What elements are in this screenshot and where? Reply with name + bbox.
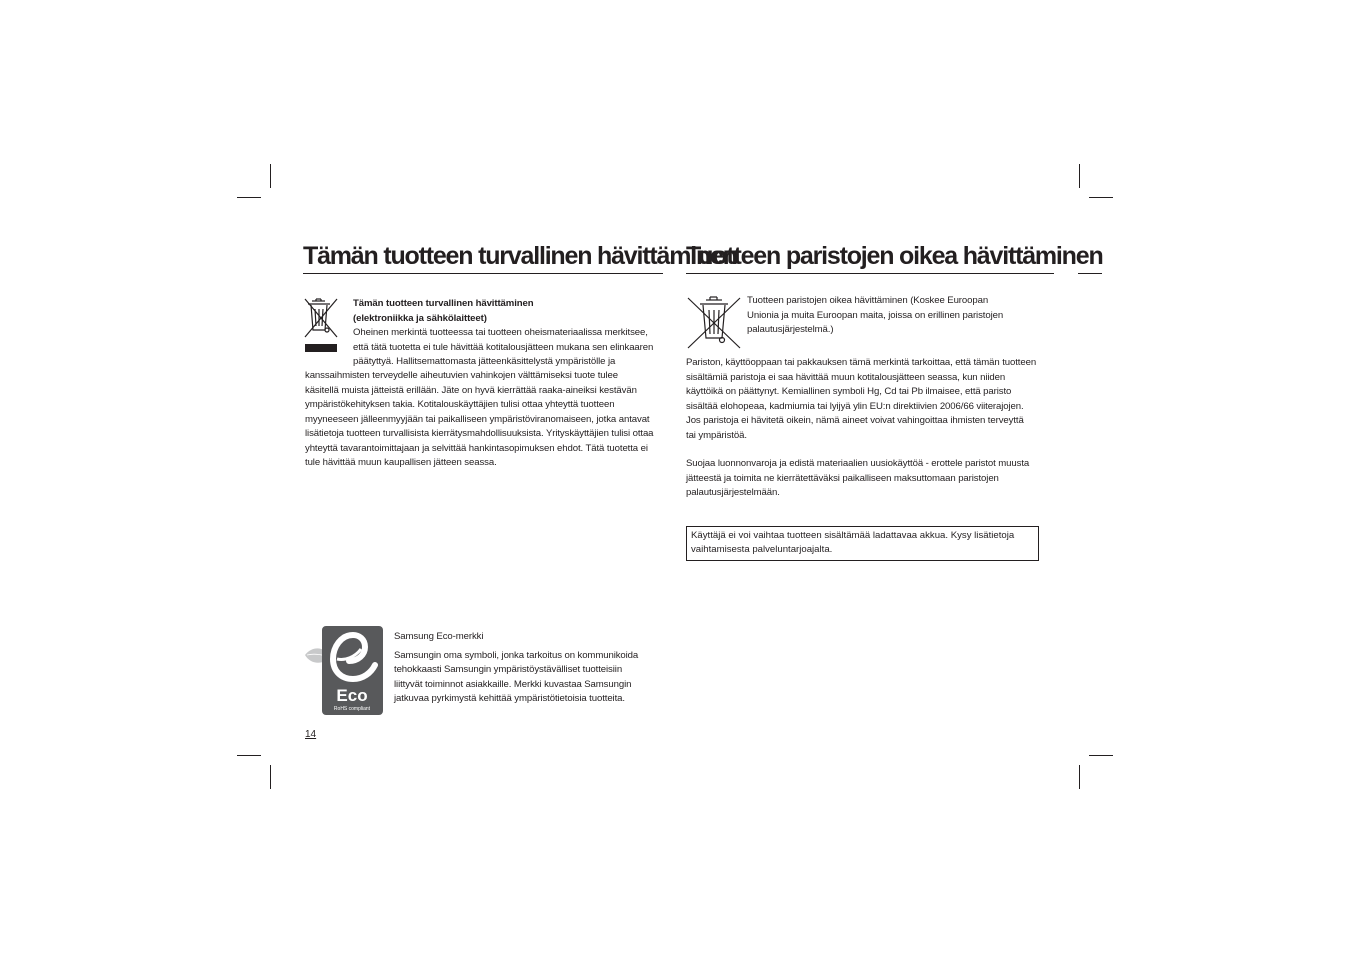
right-heading: Tuotteen paristojen oikea hävittäminen — [686, 242, 1103, 270]
text-line: Tuotteen paristojen oikea hävittäminen (Koskee Euroopan — [747, 295, 989, 306]
right-heading-rule — [686, 273, 1054, 274]
text-line: sisältää elohopeaa, kadmiumia tai lyijyä ylin EU:n direktiivien 2006/66 viiterajojen. — [686, 400, 1024, 412]
left-subtitle-2: (elektroniikka ja sähkölaitteet) — [353, 312, 487, 324]
crop-mark — [237, 197, 261, 198]
text-line: liittyvät toiminnot asiakkaille. Merkki kuvastaa Samsungin — [394, 678, 632, 690]
text-line: Pariston, käyttöoppaan tai pakkauksen tämä merkintä tarkoittaa, että tämän tuotteen — [686, 357, 1037, 368]
text-line: palautusjärjestelmään. — [686, 487, 780, 498]
text-line: Käyttäjä ei voi vaihtaa tuotteen sisältämää ladattavaa akkua. Kysy lisätietoja — [691, 530, 1015, 541]
right-paragraph-1 — [686, 356, 1054, 443]
text-line: ympäristökehityksen takia. Kotitalouskäyttäjien tulisi ottaa yhteyttä tuotteen — [305, 399, 615, 410]
crop-mark — [1079, 765, 1080, 789]
text-line: käsitellä muista jätteistä erillään. Jäte on hyvä kierrättää raaka-aineiksi kestävän — [305, 384, 637, 396]
text-line: palautusjärjestelmä.) — [747, 324, 834, 335]
text-line: myyneeseen jälleenmyyjään tai paikalliseen ympäristöviranomaiseen, jotka antavat — [305, 413, 650, 425]
left-heading: Tämän tuotteen turvallinen hävittäminen — [303, 242, 737, 270]
text-line: Oheinen merkintä tuotteessa tai tuotteen oheismateriaalissa merkitsee, — [353, 327, 648, 338]
text-line: tehokkaasti Samsungin ympäristöystävälliset tuotteisiin — [394, 664, 623, 675]
text-line: että tätä tuotetta ei tule hävittää kotitalousjätteen mukana sen elinkaaren — [353, 341, 654, 353]
battery-notice-box — [686, 526, 1039, 561]
text-line: Jos paristoja ei hävitetä oikein, nämä aineet voivat vahingoittaa ihmisten terveyttä — [686, 415, 1024, 426]
text-line: sisältämiä paristoja ei saa hävittää muun kotitalousjätteen seassa, kun niiden — [686, 371, 1006, 383]
page-number: 14 — [305, 729, 317, 740]
text-line: Suojaa luonnonvaroja ja edistä materiaalien uusiokäyttöä - erottele paristot muusta — [686, 458, 1030, 469]
crop-mark — [1078, 273, 1102, 274]
crop-mark — [1079, 164, 1080, 188]
text-line: tai ympäristöä. — [686, 429, 747, 441]
crop-mark — [1089, 755, 1113, 756]
left-body-continued — [305, 369, 665, 471]
eco-logo-word: Eco — [336, 686, 368, 705]
text-line: Samsungin oma symboli, jonka tarkoitus on kommunikoida — [394, 649, 639, 661]
crop-mark — [237, 755, 261, 756]
text-line: tule hävittää muun kaupallisen jätteen seassa. — [305, 457, 497, 468]
text-line: jatkuvaa pyrkimystä kehittää ympäristötietoisia tuotteita. — [394, 693, 625, 704]
left-body — [353, 297, 663, 370]
text-line: käyttöikä on päättynyt. Kemiallinen symboli Hg, Cd tai Pb ilmaisee, että paristo — [686, 386, 1012, 397]
text-line: kanssaihmisten terveydelle aiheutuvien vahinkojen välttämiseksi tuote tulee — [305, 370, 619, 381]
text-line: päätyttyä. Hallitsemattomasta jätteenkäsittelystä ympäristölle ja — [353, 356, 616, 367]
eco-logo-icon — [303, 625, 385, 717]
right-intro — [747, 294, 1037, 338]
left-heading-rule — [303, 273, 663, 274]
left-subtitle-1: Tämän tuotteen turvallinen hävittäminen — [353, 298, 534, 309]
battery-bin-icon — [686, 294, 742, 350]
text-line: jätteestä ja toimita ne kierrätettäväksi paikalliseen maksuttomaan paristojen — [686, 472, 999, 484]
crop-mark — [1089, 197, 1113, 198]
weee-bin-icon — [303, 296, 339, 354]
eco-logo-sub: RoHS compliant — [333, 706, 371, 712]
text-line: Unionia ja muita Euroopan maita, joissa on erillinen paristojen — [747, 309, 1004, 321]
right-paragraph-2 — [686, 457, 1054, 501]
text-line: lisätietoja tuotteen turvallisista kierrätysmahdollisuuksista. Yrityskäyttäjien tulisi ottaa — [305, 428, 654, 439]
text-line: vaihtamisesta palveluntarjoajalta. — [691, 544, 833, 555]
eco-title: Samsung Eco-merkki — [394, 631, 484, 642]
eco-text — [394, 630, 664, 707]
crop-mark — [270, 765, 271, 789]
crop-mark — [270, 164, 271, 188]
text-line: yhteyttä tavarantoimittajaan ja selvittää hankintasopimuksen ehdot. Tätä tuotetta ei — [305, 442, 648, 454]
